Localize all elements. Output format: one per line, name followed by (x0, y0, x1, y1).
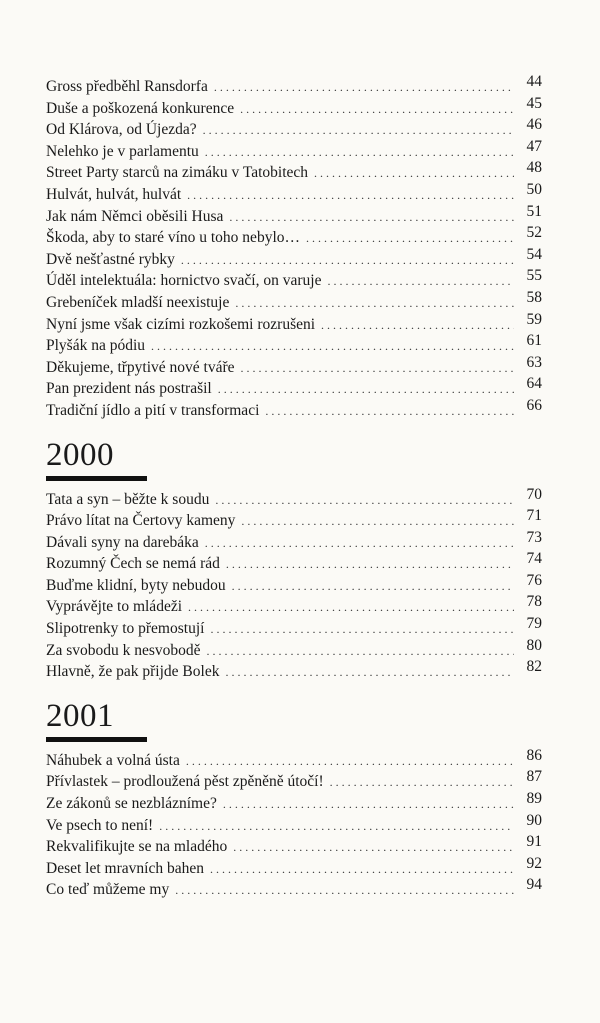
toc-entry (46, 202, 542, 228)
section-heading (46, 436, 542, 481)
toc-entry-title: Pan prezident nás postrašil (46, 380, 212, 398)
toc-section-1 (46, 73, 542, 422)
toc-entry (46, 73, 542, 98)
toc-entry-title: Hlavně, že pak přijde Bolek (46, 663, 220, 681)
toc-entry-title: Grebeníček mladší neexistuje (46, 293, 230, 311)
toc-entry (46, 615, 542, 640)
toc-entry-title: Vyprávějte to mládeži (46, 598, 183, 616)
toc-leader-dots (232, 576, 514, 598)
toc-leader-dots (314, 163, 514, 185)
toc-entry-page: 54 (526, 245, 542, 263)
toc-entry (46, 267, 542, 292)
toc-leader-dots (188, 597, 514, 619)
toc-entry-title: Duše a poškozená konkurence (46, 99, 235, 117)
toc-entry-page: 78 (526, 593, 542, 611)
toc-entry (46, 854, 542, 880)
toc-entry-title: Hulvát, hulvát, hulvát (46, 185, 182, 203)
toc-entry-page: 91 (526, 833, 542, 851)
toc-entry-title: Slipotrenky to přemostují (46, 620, 205, 638)
toc-entry-page: 90 (526, 811, 542, 829)
toc-leader-dots (225, 662, 514, 684)
toc-entry-page: 45 (526, 94, 542, 112)
toc-leader-dots (306, 228, 514, 250)
toc-leader-dots (207, 641, 514, 663)
toc-leader-dots (187, 185, 514, 207)
toc-leader-dots (151, 336, 514, 358)
toc-leader-dots (241, 511, 514, 533)
toc-leader-dots (223, 794, 514, 816)
toc-entry-title: Rekvalifikujte se na mladého (46, 838, 228, 856)
toc-entry-title: Rozumný Čech se nemá rád (46, 555, 220, 573)
toc-entry (46, 571, 542, 597)
toc-leader-dots (241, 358, 514, 380)
toc-leader-dots (226, 554, 514, 576)
toc-entry-title: Dávali syny na darebáka (46, 533, 199, 551)
toc-entry (46, 288, 542, 314)
toc-leader-dots (215, 490, 514, 512)
toc-entry-page: 70 (526, 485, 542, 503)
toc-entry-page: 73 (526, 528, 542, 546)
toc-entry-title: Jak nám Němci oběsili Husa (46, 207, 224, 225)
toc-entry (46, 94, 542, 120)
toc-entry-page: 87 (526, 768, 542, 786)
toc-leader-dots (240, 99, 514, 121)
toc-entry (46, 507, 542, 532)
toc-leader-dots (265, 401, 514, 423)
toc-entry-title: Právo lítat na Čertovy kameny (46, 512, 236, 530)
toc-leader-dots (327, 271, 514, 293)
toc-entry-title: Nyní jsme však cizími rozkošemi rozrušeni (46, 315, 316, 333)
toc-entry (46, 876, 542, 901)
toc-entry-page: 64 (526, 375, 542, 393)
toc-leader-dots (203, 120, 514, 142)
toc-entry-page: 89 (526, 790, 542, 808)
toc-entry (46, 833, 542, 858)
toc-entry-page: 66 (526, 396, 542, 414)
toc-leader-dots (210, 859, 514, 881)
toc-entry (46, 746, 542, 772)
toc-entry-title: Street Party starců na zimáku v Tatobitech (46, 164, 309, 182)
toc-list (46, 73, 542, 422)
toc-entry (46, 224, 542, 249)
toc-entry-title: Za svobodu k nesvobodě (46, 641, 201, 659)
toc-entry (46, 353, 542, 379)
toc-entry-title: Buďme klidní, byty nebudou (46, 576, 226, 594)
toc-entry (46, 790, 542, 815)
table-of-contents (46, 73, 542, 901)
toc-list (46, 485, 542, 683)
toc-leader-dots (214, 77, 514, 99)
toc-entry-page: 80 (526, 636, 542, 654)
toc-leader-dots (235, 293, 514, 315)
toc-entry-page: 86 (526, 746, 542, 764)
toc-list (46, 746, 542, 901)
toc-entry-title: Ve psech to není! (46, 816, 154, 834)
toc-entry-page: 55 (526, 267, 542, 285)
toc-entry-page: 74 (526, 550, 542, 568)
toc-entry-page: 47 (526, 137, 542, 155)
toc-entry (46, 550, 542, 575)
toc-entry-title: Přívlastek – prodloužená pěst zpěněně útočí! (46, 773, 324, 791)
toc-entry-title: Děkujeme, třpytivé nové tváře (46, 358, 235, 376)
toc-entry-title: Od Klárova, od Újezda? (46, 121, 197, 139)
toc-section-2001 (46, 697, 542, 901)
toc-leader-dots (181, 250, 514, 272)
toc-entry-page: 61 (526, 332, 542, 350)
section-heading (46, 697, 542, 742)
toc-entry-page: 92 (526, 854, 542, 872)
toc-leader-dots (205, 533, 514, 555)
toc-entry-title: Tata a syn – běžte k soudu (46, 490, 210, 508)
toc-entry (46, 245, 542, 271)
toc-leader-dots (205, 142, 514, 164)
toc-entry-page: 46 (526, 116, 542, 134)
toc-entry-title: Plyšák na pódiu (46, 337, 146, 355)
toc-entry (46, 116, 542, 141)
toc-entry-page: 52 (526, 224, 542, 242)
toc-entry (46, 636, 542, 662)
toc-entry-title: Deset let mravních bahen (46, 859, 204, 877)
toc-leader-dots (330, 772, 514, 794)
toc-entry-title: Gross předběhl Ransdorfa (46, 78, 208, 95)
toc-entry (46, 396, 542, 422)
toc-entry-title: Tradiční jídlo a pití v transformaci (46, 401, 260, 419)
section-year-heading: 2000 (46, 436, 114, 473)
toc-entry (46, 159, 542, 184)
section-rule (46, 476, 147, 481)
toc-entry (46, 375, 542, 400)
toc-entry-page: 48 (526, 159, 542, 177)
toc-leader-dots (233, 837, 514, 859)
toc-entry-page: 44 (526, 73, 542, 90)
toc-entry-title: Škoda, aby to staré víno u toho nebylo… (46, 229, 300, 247)
toc-entry-page: 63 (526, 353, 542, 371)
toc-entry-page: 50 (526, 180, 542, 198)
toc-entry (46, 768, 542, 793)
toc-entry-page: 82 (526, 658, 542, 676)
toc-entry-page: 76 (526, 571, 542, 589)
toc-entry-page: 59 (526, 310, 542, 328)
toc-leader-dots (175, 880, 514, 902)
section-rule (46, 737, 147, 742)
toc-entry-title: Nelehko je v parlamentu (46, 142, 199, 160)
toc-entry-title: Ze zákonů se nezblázníme? (46, 795, 217, 813)
toc-leader-dots (159, 816, 514, 838)
toc-entry-page: 58 (526, 288, 542, 306)
toc-entry-title: Dvě nešťastné rybky (46, 250, 175, 268)
toc-entry-title: Co teď můžeme my (46, 881, 170, 899)
toc-entry-page: 71 (526, 507, 542, 525)
toc-leader-dots (321, 315, 514, 337)
toc-entry (46, 811, 542, 837)
toc-leader-dots (210, 619, 514, 641)
toc-entry (46, 137, 542, 163)
toc-entry-title: Úděl intelektuála: hornictvo svačí, on varuje (46, 272, 322, 290)
toc-entry (46, 332, 542, 357)
toc-entry-page: 94 (526, 876, 542, 894)
toc-entry (46, 180, 542, 206)
toc-entry (46, 658, 542, 683)
toc-section-2000 (46, 436, 542, 683)
toc-entry (46, 528, 542, 554)
toc-entry (46, 310, 542, 336)
toc-entry-title: Náhubek a volná ústa (46, 751, 180, 769)
toc-entry-page: 51 (526, 202, 542, 220)
toc-leader-dots (229, 207, 514, 229)
toc-entry-page: 79 (526, 615, 542, 633)
toc-leader-dots (218, 379, 514, 401)
toc-entry (46, 485, 542, 511)
toc-entry (46, 593, 542, 618)
toc-leader-dots (186, 751, 514, 773)
section-year-heading: 2001 (46, 697, 114, 734)
